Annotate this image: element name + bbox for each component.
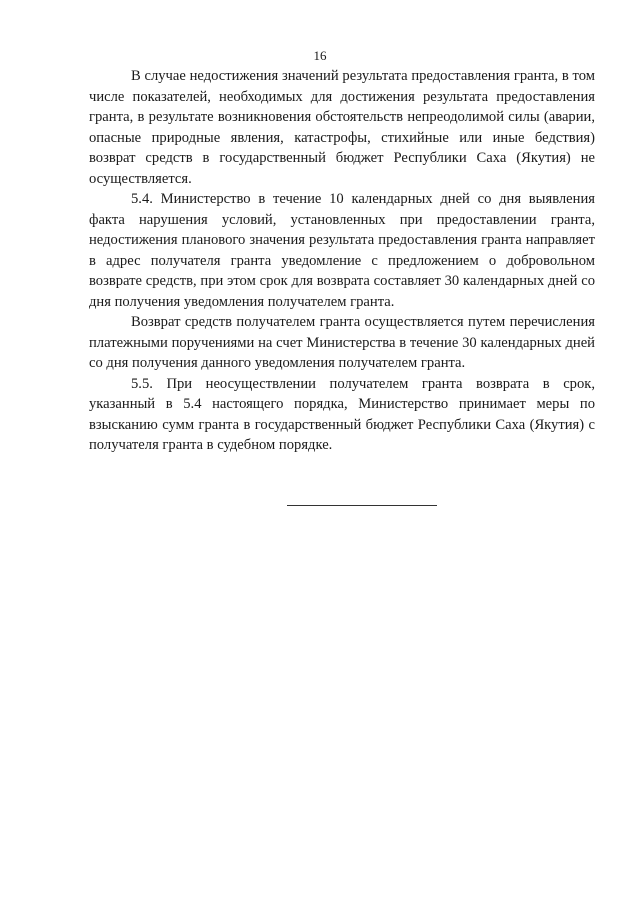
end-divider-line [287, 505, 437, 506]
paragraph-refund-payment: Возврат средств получателем гранта осуществляется путем перечисления платежными поручениями на счет Министерства в течение 30 календарных дней со дня получения данного уведомления получателем гранта. [89, 314, 595, 371]
paragraph-5-5-court-recovery: 5.5. При неосуществлении получателем гранта возврата в срок, указанный в 5.4 настоящего порядка, Министерство принимает меры по взысканию сумм гранта в государственный бюджет Республики Саха (Якутия) с получателя гранта в судебном порядке. [89, 375, 595, 453]
document-body [89, 66, 595, 456]
page-number: 16 [313, 48, 327, 63]
paragraph-5-4-notification: 5.4. Министерство в течение 10 календарных дней со дня выявления факта нарушения условий, установленных при предоставлении гранта, недостижения планового значения результата предоставления гранта направляет в адрес получателя гранта уведомление с предложением о добровольном возврате средств, при этом срок для возврата составляет 30 календарных дней со дня получения уведомления получателем гранта. [89, 191, 595, 310]
paragraph-no-refund-force-majeure: В случае недостижения значений результата предоставления гранта, в том числе показателей, необходимых для достижения результата предоставления гранта, в результате возникновения обстоятельств непреодолимой силы (аварии, опасные природные явления, катастрофы, стихийные или иные бедствия) возврат средств в государственный бюджет Республики Саха (Якутия) не осуществляется. [89, 68, 595, 187]
